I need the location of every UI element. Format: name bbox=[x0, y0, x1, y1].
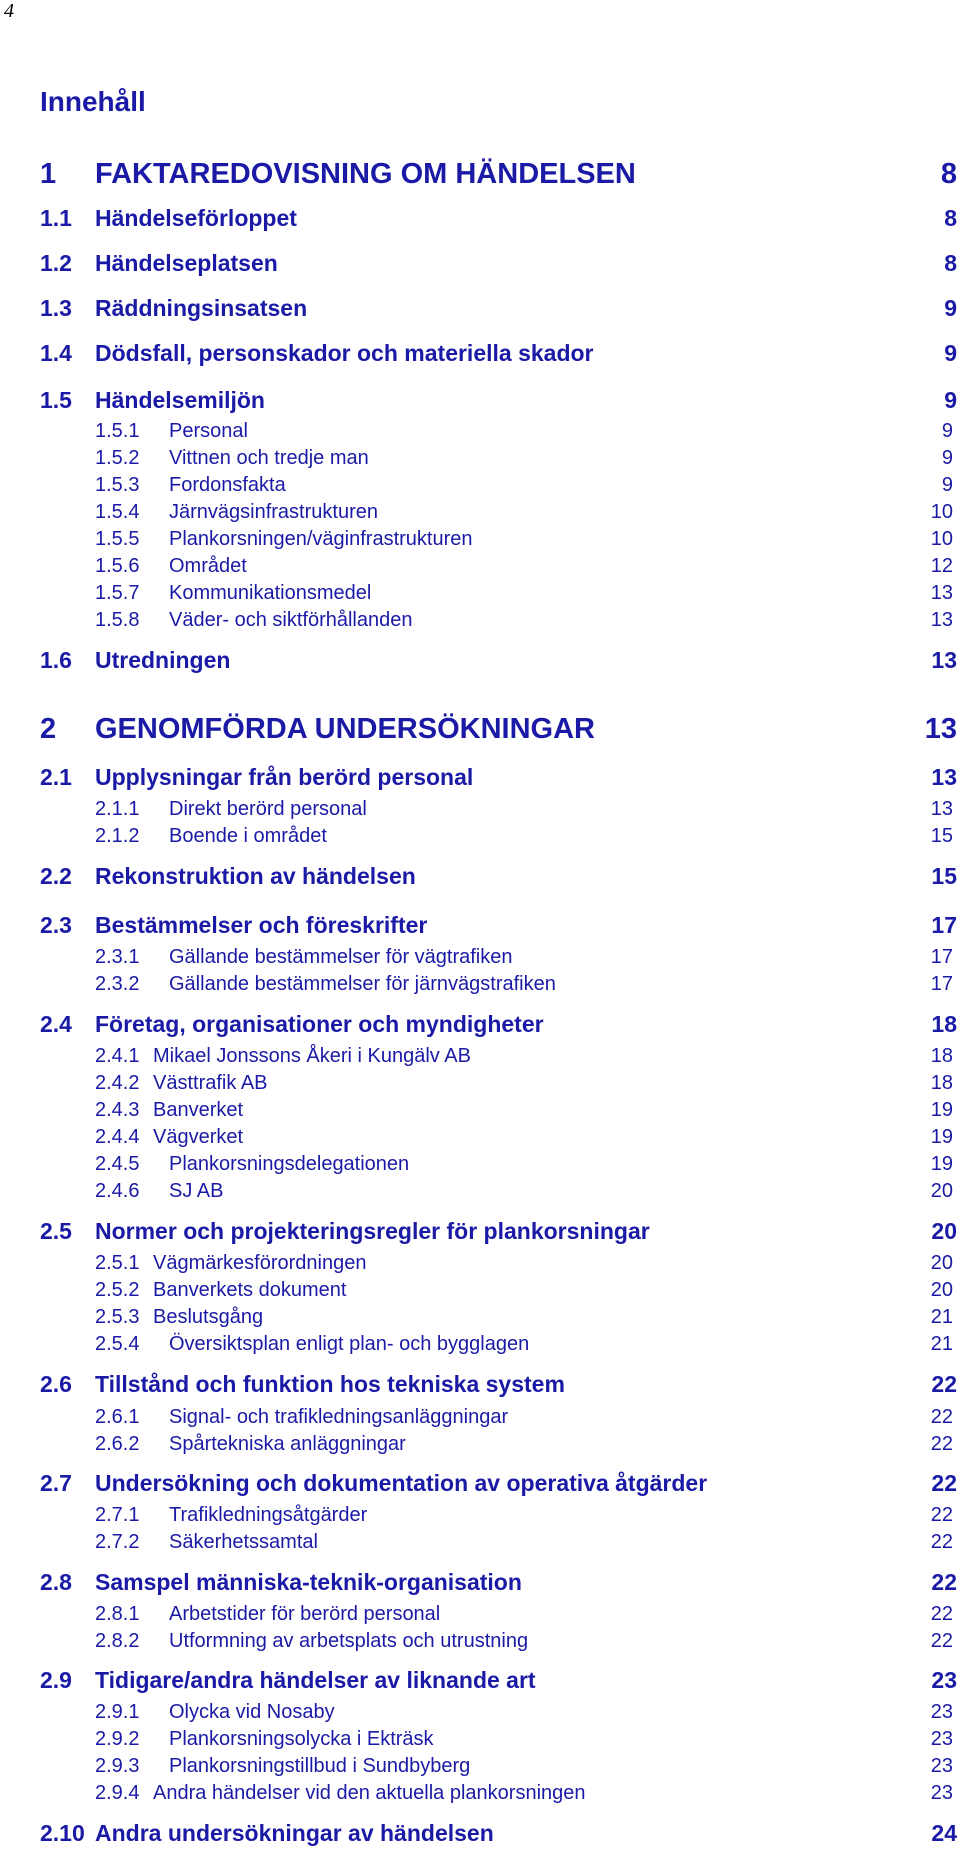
toc-entry-title: Tillstånd och funktion hos tekniska system bbox=[95, 1371, 565, 1397]
toc-entry-level-3 bbox=[0, 1180, 953, 1210]
toc-entry-page: 18 bbox=[931, 1011, 957, 1037]
toc-entry-level-2 bbox=[0, 250, 957, 280]
toc-entry-level-3 bbox=[0, 582, 953, 612]
toc-entry-level-3 bbox=[0, 555, 953, 585]
toc-entry-page: 17 bbox=[930, 946, 953, 968]
toc-entry-page: 19 bbox=[930, 1099, 953, 1121]
toc-entry-number: 2.6 bbox=[40, 1371, 72, 1397]
toc-entry-page: 17 bbox=[931, 912, 957, 938]
toc-entry-title: Undersökning och dokumentation av operativa åtgärder bbox=[95, 1470, 708, 1496]
toc-entry-level-3 bbox=[0, 501, 953, 531]
toc-entry-page: 9 bbox=[941, 474, 953, 496]
toc-entry-level-3 bbox=[0, 798, 953, 828]
toc-entry-page: 22 bbox=[930, 1630, 953, 1652]
toc-entry-number: 2.4.3 bbox=[95, 1099, 140, 1121]
toc-entry-level-3 bbox=[0, 1504, 953, 1534]
toc-entry-number: 2.2 bbox=[40, 863, 72, 889]
toc-entry-page: 13 bbox=[930, 798, 953, 820]
toc-entry-number: 2.8 bbox=[40, 1569, 72, 1595]
toc-entry-page: 13 bbox=[930, 609, 953, 631]
toc-entry-level-2 bbox=[0, 1820, 957, 1850]
toc-entry-title: Samspel människa-teknik-organisation bbox=[95, 1569, 522, 1595]
toc-entry-number: 2.4.5 bbox=[95, 1153, 140, 1175]
toc-entry-title: SJ AB bbox=[169, 1180, 224, 1202]
toc-entry-number: 2.3 bbox=[40, 912, 72, 938]
toc-entry-number: 2.1.1 bbox=[95, 798, 140, 820]
toc-entry-page: 8 bbox=[944, 250, 957, 276]
page-title: Innehåll bbox=[40, 86, 146, 117]
toc-entry-number: 1.6 bbox=[40, 647, 72, 673]
toc-entry-title: Gällande bestämmelser för järnvägstrafiken bbox=[169, 973, 556, 995]
toc-entry-page: 18 bbox=[930, 1045, 953, 1067]
toc-entry-number: 1.5.5 bbox=[95, 528, 140, 550]
toc-entry-page: 9 bbox=[941, 420, 953, 442]
toc-entry-level-2 bbox=[0, 1470, 957, 1500]
toc-entry-page: 13 bbox=[924, 713, 957, 745]
toc-entry-title: Olycka vid Nosaby bbox=[169, 1701, 335, 1723]
toc-entry-page: 23 bbox=[930, 1728, 953, 1750]
toc-entry-level-3 bbox=[0, 1755, 953, 1785]
toc-entry-number: 2.7.2 bbox=[95, 1531, 140, 1553]
toc-entry-title: Järnvägsinfrastrukturen bbox=[169, 501, 378, 523]
toc-entry-title: Banverket bbox=[153, 1099, 244, 1121]
toc-entry-page: 22 bbox=[930, 1406, 953, 1428]
toc-entry-title: Plankorsningsolycka i Ekträsk bbox=[169, 1728, 434, 1750]
toc-entry-level-3 bbox=[0, 1279, 953, 1309]
toc-entry-page: 17 bbox=[930, 973, 953, 995]
toc-entry-level-2 bbox=[0, 1218, 957, 1248]
toc-entry-page: 8 bbox=[940, 158, 957, 190]
toc-entry-level-1 bbox=[0, 713, 957, 743]
toc-entry-number: 2.6.1 bbox=[95, 1406, 140, 1428]
toc-entry-title: Tidigare/andra händelser av liknande art bbox=[95, 1667, 536, 1693]
toc-entry-title: Boende i området bbox=[169, 825, 327, 847]
toc-entry-page: 22 bbox=[931, 1371, 957, 1397]
toc-entry-page: 15 bbox=[931, 863, 957, 889]
toc-entry-title: Plankorsningstillbud i Sundbyberg bbox=[169, 1755, 471, 1777]
toc-entry-page: 10 bbox=[930, 501, 953, 523]
toc-entry-number: 1.5.1 bbox=[95, 420, 140, 442]
toc-entry-title: Upplysningar från berörd personal bbox=[95, 764, 474, 790]
toc-entry-page: 9 bbox=[944, 387, 957, 413]
toc-entry-title: Gällande bestämmelser för vägtrafiken bbox=[169, 946, 513, 968]
toc-entry-title: Trafikledningsåtgärder bbox=[169, 1504, 368, 1526]
toc-entry-number: 2.9.4 bbox=[95, 1782, 140, 1804]
toc-entry-title: Händelsemiljön bbox=[95, 387, 265, 413]
toc-entry-level-3 bbox=[0, 1072, 953, 1102]
toc-entry-level-3 bbox=[0, 474, 953, 504]
toc-entry-number: 2.5.1 bbox=[95, 1252, 140, 1274]
toc-entry-level-3 bbox=[0, 825, 953, 855]
toc-entry-title: Plankorsningsdelegationen bbox=[169, 1153, 410, 1175]
toc-entry-level-3 bbox=[0, 1099, 953, 1129]
toc-entry-title: Företag, organisationer och myndigheter bbox=[95, 1011, 544, 1037]
toc-entry-level-2 bbox=[0, 1667, 957, 1697]
toc-entry-page: 21 bbox=[930, 1306, 953, 1328]
toc-entry-page: 22 bbox=[930, 1504, 953, 1526]
toc-entry-level-3 bbox=[0, 1603, 953, 1633]
page-number: 4 bbox=[4, 0, 14, 22]
toc-entry-number: 1.2 bbox=[40, 250, 72, 276]
toc-entry-level-3 bbox=[0, 1333, 953, 1363]
toc-entry-number: 2.4.6 bbox=[95, 1180, 140, 1202]
toc-entry-level-3 bbox=[0, 528, 953, 558]
toc-entry-number: 2.1 bbox=[40, 764, 72, 790]
toc-entry-page: 8 bbox=[944, 205, 957, 231]
toc-entry-number: 1.5.4 bbox=[95, 501, 140, 523]
toc-entry-page: 22 bbox=[931, 1470, 957, 1496]
toc-entry-title: Räddningsinsatsen bbox=[95, 295, 308, 321]
toc-entry-title: Vittnen och tredje man bbox=[169, 447, 369, 469]
toc-entry-level-3 bbox=[0, 1433, 953, 1463]
toc-entry-number: 2.3.2 bbox=[95, 973, 140, 995]
toc-entry-page: 21 bbox=[930, 1333, 953, 1355]
toc-entry-title: Väder- och siktförhållanden bbox=[169, 609, 413, 631]
toc-entry-number: 2.5.3 bbox=[95, 1306, 140, 1328]
toc-entry-title: Utredningen bbox=[95, 647, 231, 673]
toc-entry-page: 23 bbox=[930, 1701, 953, 1723]
toc-entry-page: 13 bbox=[931, 764, 957, 790]
toc-entry-number: 1 bbox=[40, 158, 57, 190]
toc-entry-title: Arbetstider för berörd personal bbox=[169, 1603, 441, 1625]
toc-entry-level-3 bbox=[0, 1701, 953, 1731]
toc-entry-number: 2.10 bbox=[40, 1820, 85, 1846]
toc-entry-number: 2.7 bbox=[40, 1470, 72, 1496]
toc-entry-title: Personal bbox=[169, 420, 248, 442]
toc-entry-number: 1.5 bbox=[40, 387, 72, 413]
toc-entry-page: 22 bbox=[930, 1603, 953, 1625]
toc-entry-number: 1.3 bbox=[40, 295, 72, 321]
toc-entry-level-3 bbox=[0, 946, 953, 976]
toc-entry-title: Signal- och trafikledningsanläggningar bbox=[169, 1406, 509, 1428]
toc-entry-number: 1.5.3 bbox=[95, 474, 140, 496]
toc-entry-number: 2.5 bbox=[40, 1218, 72, 1244]
toc-entry-page: 12 bbox=[930, 555, 953, 577]
toc-entry-number: 1.4 bbox=[40, 340, 72, 366]
toc-entry-page: 20 bbox=[930, 1252, 953, 1274]
toc-entry-number: 2.9.1 bbox=[95, 1701, 140, 1723]
toc-entry-title: Vägmärkesförordningen bbox=[153, 1252, 367, 1274]
toc-entry-page: 22 bbox=[930, 1531, 953, 1553]
toc-entry-level-2 bbox=[0, 764, 957, 794]
toc-entry-level-3 bbox=[0, 609, 953, 639]
toc-entry-number: 1.5.2 bbox=[95, 447, 140, 469]
toc-entry-level-3 bbox=[0, 1252, 953, 1282]
toc-entry-number: 2.5.2 bbox=[95, 1279, 140, 1301]
toc-entry-page: 22 bbox=[931, 1569, 957, 1595]
toc-entry-title: Spårtekniska anläggningar bbox=[169, 1433, 406, 1455]
toc-entry-page: 10 bbox=[930, 528, 953, 550]
toc-entry-number: 2.9.3 bbox=[95, 1755, 140, 1777]
toc-entry-number: 2.1.2 bbox=[95, 825, 140, 847]
toc-entry-level-3 bbox=[0, 1630, 953, 1660]
toc-entry-title: Andra händelser vid den aktuella plankorsningen bbox=[153, 1782, 586, 1804]
toc-entry-title: Dödsfall, personskador och materiella skador bbox=[95, 340, 594, 366]
toc-entry-level-2 bbox=[0, 387, 957, 417]
toc-entry-page: 19 bbox=[930, 1126, 953, 1148]
toc-entry-title: Översiktsplan enligt plan- och bygglagen bbox=[169, 1333, 530, 1355]
toc-entry-number: 2.7.1 bbox=[95, 1504, 140, 1526]
toc-entry-title: Vägverket bbox=[153, 1126, 244, 1148]
toc-entry-level-2 bbox=[0, 1371, 957, 1401]
toc-entry-title: Fordonsfakta bbox=[169, 474, 286, 496]
toc-entry-level-3 bbox=[0, 1782, 953, 1812]
toc-entry-number: 1.5.6 bbox=[95, 555, 140, 577]
toc-entry-title: Händelseförloppet bbox=[95, 205, 297, 231]
toc-entry-level-3 bbox=[0, 1126, 953, 1156]
toc-entry-level-3 bbox=[0, 1406, 953, 1436]
toc-entry-level-3 bbox=[0, 420, 953, 450]
toc-entry-level-3 bbox=[0, 447, 953, 477]
toc-entry-level-2 bbox=[0, 1011, 957, 1041]
toc-entry-level-2 bbox=[0, 647, 957, 677]
toc-entry-number: 2.8.2 bbox=[95, 1630, 140, 1652]
toc-entry-level-3 bbox=[0, 1045, 953, 1075]
toc-entry-number: 2.8.1 bbox=[95, 1603, 140, 1625]
toc-entry-title: GENOMFÖRDA UNDERSÖKNINGAR bbox=[95, 713, 595, 745]
toc-entry-number: 2.5.4 bbox=[95, 1333, 140, 1355]
toc-entry-title: Normer och projekteringsregler för plankorsningar bbox=[95, 1218, 650, 1244]
toc-entry-level-2 bbox=[0, 863, 957, 893]
toc-entry-title: Området bbox=[169, 555, 247, 577]
toc-entry-number: 2.9 bbox=[40, 1667, 72, 1693]
toc-entry-title: Plankorsningen/väginfrastrukturen bbox=[169, 528, 473, 550]
toc-entry-title: Utformning av arbetsplats och utrustning bbox=[169, 1630, 529, 1652]
toc-entry-title: Bestämmelser och föreskrifter bbox=[95, 912, 428, 938]
toc-entry-page: 20 bbox=[931, 1218, 957, 1244]
toc-entry-title: Västtrafik AB bbox=[153, 1072, 268, 1094]
toc-entry-page: 23 bbox=[931, 1667, 957, 1693]
toc-entry-title: Direkt berörd personal bbox=[169, 798, 367, 820]
toc-entry-level-2 bbox=[0, 295, 957, 325]
toc-entry-page: 13 bbox=[930, 582, 953, 604]
toc-entry-number: 2.9.2 bbox=[95, 1728, 140, 1750]
toc-entry-title: FAKTAREDOVISNING OM HÄNDELSEN bbox=[95, 158, 636, 190]
toc-entry-level-3 bbox=[0, 1153, 953, 1183]
toc-entry-number: 2.4.1 bbox=[95, 1045, 140, 1067]
toc-entry-page: 23 bbox=[930, 1782, 953, 1804]
toc-entry-page: 15 bbox=[930, 825, 953, 847]
toc-entry-title: Banverkets dokument bbox=[153, 1279, 347, 1301]
toc-entry-page: 18 bbox=[930, 1072, 953, 1094]
toc-entry-level-3 bbox=[0, 1728, 953, 1758]
toc-entry-page: 13 bbox=[931, 647, 957, 673]
toc-entry-title: Händelseplatsen bbox=[95, 250, 278, 276]
toc-entry-level-2 bbox=[0, 1569, 957, 1599]
toc-entry-page: 19 bbox=[930, 1153, 953, 1175]
toc-entry-level-1 bbox=[0, 158, 957, 188]
toc-entry-page: 20 bbox=[930, 1180, 953, 1202]
toc-entry-page: 20 bbox=[930, 1279, 953, 1301]
toc-entry-number: 2.4.4 bbox=[95, 1126, 140, 1148]
toc-entry-level-2 bbox=[0, 205, 957, 235]
toc-entry-level-3 bbox=[0, 1531, 953, 1561]
toc-entry-number: 2 bbox=[40, 713, 57, 745]
toc-entry-number: 2.6.2 bbox=[95, 1433, 140, 1455]
toc-entry-number: 1.1 bbox=[40, 205, 72, 231]
toc-entry-title: Mikael Jonssons Åkeri i Kungälv AB bbox=[153, 1045, 471, 1067]
toc-entry-page: 9 bbox=[941, 447, 953, 469]
toc-entry-number: 2.4.2 bbox=[95, 1072, 140, 1094]
toc-entry-number: 1.5.8 bbox=[95, 609, 140, 631]
toc-entry-page: 24 bbox=[931, 1820, 957, 1846]
toc-entry-title: Andra undersökningar av händelsen bbox=[95, 1820, 494, 1846]
toc-entry-number: 1.5.7 bbox=[95, 582, 140, 604]
toc-entry-page: 23 bbox=[930, 1755, 953, 1777]
toc-entry-level-3 bbox=[0, 973, 953, 1003]
toc-entry-level-2 bbox=[0, 912, 957, 942]
toc-entry-title: Kommunikationsmedel bbox=[169, 582, 372, 604]
toc-entry-page: 22 bbox=[930, 1433, 953, 1455]
toc-entry-title: Rekonstruktion av händelsen bbox=[95, 863, 416, 889]
toc-entry-number: 2.4 bbox=[40, 1011, 72, 1037]
toc-entry-level-3 bbox=[0, 1306, 953, 1336]
toc-entry-page: 9 bbox=[944, 295, 957, 321]
toc-entry-level-2 bbox=[0, 340, 957, 370]
toc-entry-title: Säkerhetssamtal bbox=[169, 1531, 318, 1553]
toc-entry-title: Beslutsgång bbox=[153, 1306, 264, 1328]
toc-entry-page: 9 bbox=[944, 340, 957, 366]
toc-entry-number: 2.3.1 bbox=[95, 946, 140, 968]
